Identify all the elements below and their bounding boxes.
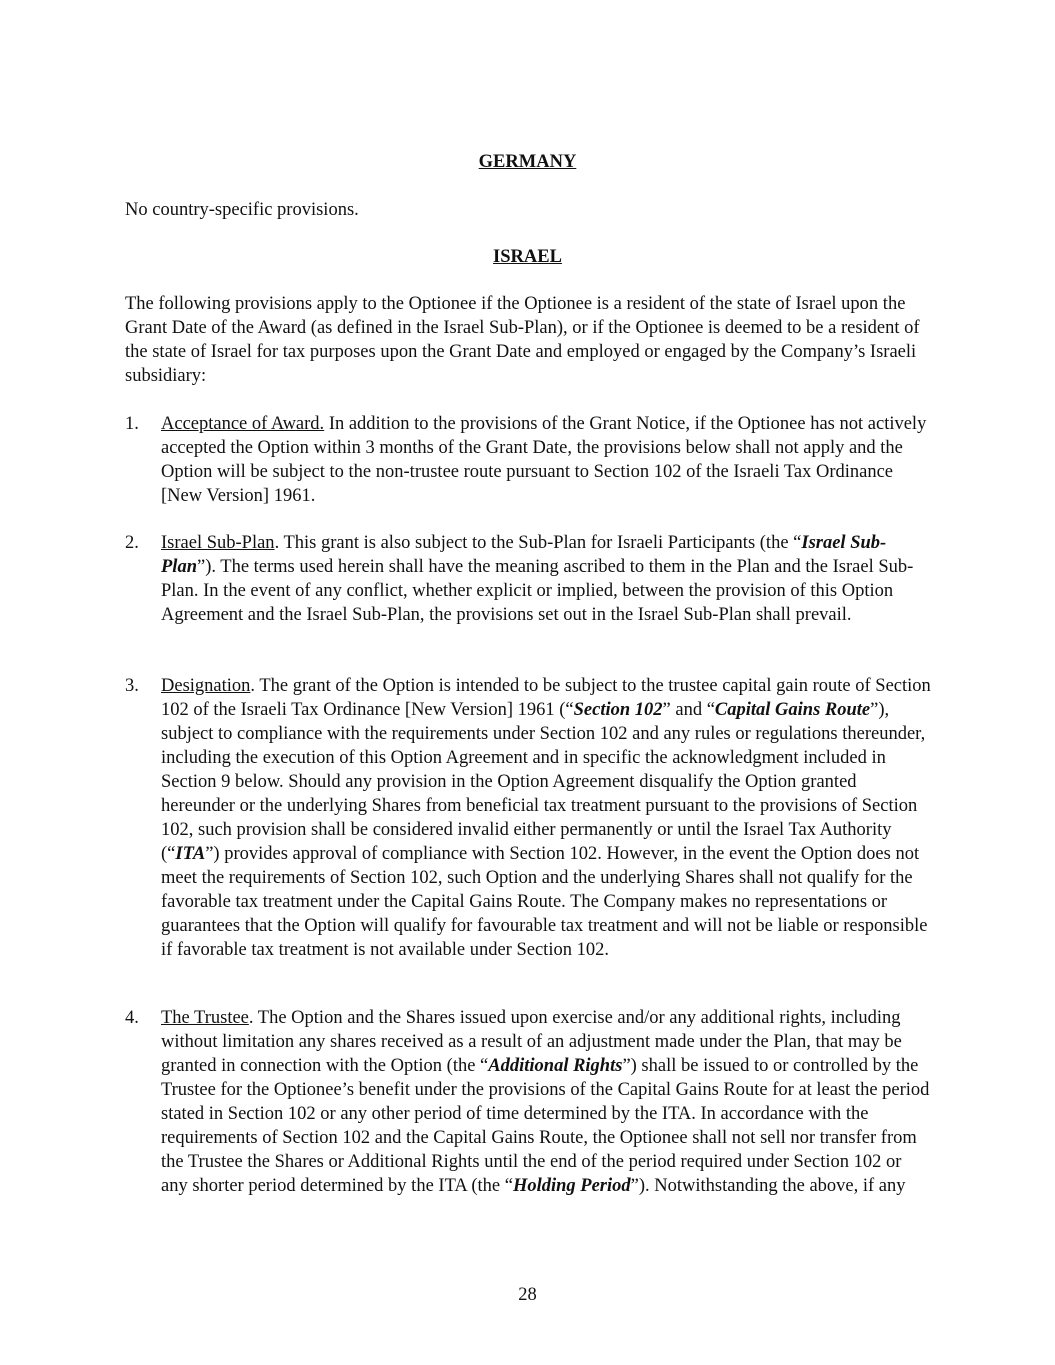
defined-term: ITA [175, 844, 206, 864]
item-text: ” and “ [662, 700, 715, 720]
germany-text: No country-specific provisions. [125, 200, 359, 220]
item-text: ”). Notwithstanding the above, if any [630, 1176, 906, 1196]
item-title: Israel Sub-Plan [161, 533, 275, 553]
germany-heading: GERMANY [478, 152, 577, 172]
item-title: The Trustee [161, 1008, 249, 1028]
item-number: 2. [125, 533, 139, 553]
israel-intro: The following provisions apply to the Optionee if the Optionee is a resident of the state of Israel upon the Grant Date of the Award (as defined in the Israel Sub-Plan), or if the Optionee is deemed to be a resident of the state of Israel for tax purposes upon the Grant Date and employed or engaged by the Company’s Israeli subsidiary: [125, 294, 920, 386]
item-title: Acceptance of Award. [161, 414, 325, 434]
israel-heading: ISRAEL [493, 247, 562, 267]
defined-term: Additional Rights [488, 1056, 623, 1076]
item-text: ”). The terms used herein shall have the meaning ascribed to them in the Plan and the Israel Sub-Plan. In the event of any conflict, whether explicit or implied, between the provision of this Option Agreement and the Israel Sub-Plan, the provisions set out in the Israel Sub-Plan shall prevail. [161, 557, 914, 625]
item-text: . The Option and the Shares issued upon exercise and/or any additional rights, including without limitation any shares received as a result of an adjustment made under the Plan, that may be granted in connection with the Option (the “ [161, 1008, 902, 1076]
item-text: ”) provides approval of compliance with Section 102. However, in the event the Option does not meet the requirements of Section 102, such Option and the underlying Shares shall not qualify for the favorable tax treatment under the Capital Gains Route. The Company makes no representations or guarantees that the Option will qualify for favourable tax treatment and will not be liable or responsible if favorable tax treatment is not available under Section 102. [161, 844, 928, 960]
item-body [161, 674, 931, 962]
item-text: ”), subject to compliance with the requirements under Section 102 and any rules or regulations thereunder, including the execution of this Option Agreement and in specific the acknowledgment included in Section 9 below. Should any provision in the Option Agreement disqualify the Option granted hereunder or the underlying Shares from beneficial tax treatment pursuant to the provisions of Section 102, such provision shall be considered invalid either permanently or until the Israel Tax Authority (“ [161, 700, 926, 864]
item-text: In addition to the provisions of the Grant Notice, if the Optionee has not actively accepted the Option within 3 months of the Grant Date, the provisions below shall not apply and the Option will be subject to the non-trustee route pursuant to Section 102 of the Israeli Tax Ordinance [New Version] 1961. [161, 414, 927, 506]
item-text: . The grant of the Option is intended to be subject to the trustee capital gain route of Section 102 of the Israeli Tax Ordinance [New Version] 1961 (“ [161, 676, 931, 720]
defined-term: Holding Period [512, 1176, 631, 1196]
item-text: . This grant is also subject to the Sub-Plan for Israeli Participants (the “ [274, 533, 802, 553]
item-number: 1. [125, 414, 139, 434]
item-number: 4. [125, 1008, 139, 1028]
item-body [161, 531, 931, 627]
page-number: 28 [518, 1285, 537, 1305]
item-body [161, 1006, 931, 1198]
list-item [125, 412, 931, 508]
item-body [161, 412, 931, 508]
list-item [125, 1006, 931, 1198]
defined-term: Israel Sub-Plan [161, 533, 887, 577]
list-item [125, 674, 931, 962]
item-number: 3. [125, 676, 139, 696]
defined-term: Section 102 [573, 700, 663, 720]
defined-term: Capital Gains Route [714, 700, 871, 720]
item-text: ”) shall be issued to or controlled by the Trustee for the Optionee’s benefit under the provisions of the Capital Gains Route for at least the period stated in Section 102 or any other period of time determined by the ITA. In accordance with the requirements of Section 102 and the Capital Gains Route, the Optionee shall not sell nor transfer from the Trustee the Shares or Additional Rights until the end of the period required under Section 102 or any shorter period determined by the ITA (the “ [161, 1056, 930, 1196]
item-title: Designation [161, 676, 251, 696]
list-item [125, 531, 931, 627]
